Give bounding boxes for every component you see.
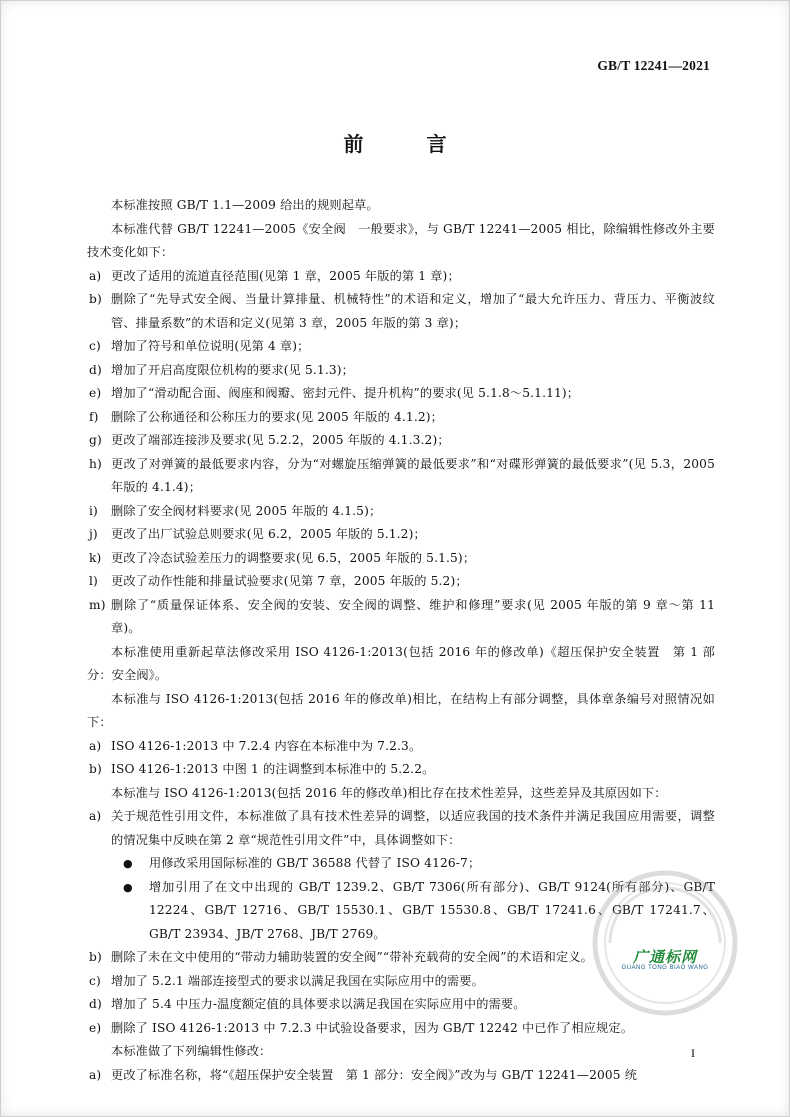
sub-list-item — [87, 876, 715, 947]
list-item-text: 删除了“先导式安全阀、当量计算排量、机械特性”的术语和定义，增加了“最大允许压力、背压力、平衡波纹管、排量系数”的术语和定义(见第 3 章，2005 年版的第 3 章)； — [111, 292, 715, 330]
list-item-text: 增加了 5.4 中压力-温度额定值的具体要求以满足我国在实际应用中的需要。 — [111, 997, 526, 1011]
list-item — [87, 1064, 715, 1088]
list-item-text: 更改了适用的流道直径范围(见第 1 章，2005 年版的第 1 章)； — [111, 268, 460, 283]
sub-list-item — [87, 852, 715, 876]
list-item-label: b) — [89, 950, 102, 964]
list-item — [87, 735, 715, 759]
list-item-text: 删除了“质量保证体系、安全阀的安装、安全阀的调整、维护和修理”要求(见 2005 年版的第 9 章～第 11 章)。 — [111, 597, 715, 635]
list-item — [87, 429, 715, 453]
list-item-text: 增加了符号和单位说明(见第 4 章)； — [111, 339, 310, 353]
list-item-text: 删除了安全阀材料要求(见 2005 年版的 4.1.5)； — [111, 503, 382, 518]
list-item-text: 更改了对弹簧的最低要求内容，分为“对螺旋压缩弹簧的最低要求”和“对碟形弹簧的最低要求”(见 5.3，2005 年版的 4.1.4)； — [111, 456, 715, 494]
list-item — [87, 288, 715, 335]
list-item-text: 用修改采用国际标准的 GB/T 36588 代替了 ISO 4126-7； — [149, 856, 481, 870]
list-item-text: 增加引用了在文中出现的 GB/T 1239.2、GB/T 7306(所有部分)、GB/T 9124(所有部分)、GB/T 12224、GB/T 12716、GB/T 15530.1、GB/T 15530.8、GB/T 17241.6、GB/T 17241.7、GB/T 23934、JB/T 2768、JB/T 2769。 — [149, 879, 715, 941]
list-item — [87, 970, 715, 994]
list-item-text: ISO 4126-1:2013 中图 1 的注调整到本标准中的 5.2.2。 — [111, 762, 435, 776]
list-item — [87, 359, 715, 383]
list-item-label: a) — [89, 738, 102, 753]
list-item-text: 增加了开启高度限位机构的要求(见 5.1.3)； — [111, 362, 354, 377]
list-item-label: c) — [89, 339, 101, 353]
list-item — [87, 993, 715, 1017]
list-item-label: a) — [89, 1067, 102, 1082]
list-item-label: k) — [89, 550, 102, 565]
list-item-label: g) — [89, 433, 102, 447]
list-item-text: ISO 4126-1:2013 中 7.2.4 内容在本标准中为 7.2.3。 — [111, 738, 422, 753]
list-item-text: 关于规范性引用文件，本标准做了具有技术性差异的调整，以适应我国的技术条件并满足我国应用需要，调整的情况集中反映在第 2 章“规范性引用文件”中，具体调整如下： — [111, 809, 715, 847]
list-item-label: d) — [89, 362, 102, 377]
list-item-text: 更改了冷态试验差压力的调整要求(见 6.5，2005 年版的 5.1.5)； — [111, 550, 476, 565]
list-item-text: 更改了标准名称，将“《超压保护安全装置 第 1 部分：安全阀》”改为与 GB/T 12241—2005 统 — [111, 1067, 638, 1082]
list-item — [87, 453, 715, 500]
list-item-label: a) — [89, 809, 102, 823]
list-item-text: 删除了未在文中使用的“带动力辅助装置的安全阀”“带补充载荷的安全阀”的术语和定义。 — [111, 950, 594, 964]
list-item — [87, 523, 715, 547]
list-item-label: b) — [89, 762, 102, 776]
list-item — [87, 406, 715, 430]
list-item-label: i) — [89, 503, 98, 518]
list-item-text: 更改了出厂试验总则要求(见 6.2，2005 年版的 5.1.2)； — [111, 527, 426, 541]
watermark-brand-sub: GUANG TONG BIAO WANG — [621, 965, 709, 971]
list-item-text: 删除了公称通径和公称压力的要求(见 2005 年版的 4.1.2)； — [111, 409, 444, 424]
list-item-label: l) — [89, 574, 98, 588]
body-paragraph: 本标准做了下列编辑性修改： — [111, 1044, 272, 1058]
list-item-label: e) — [89, 386, 102, 400]
list-item-label: e) — [89, 1020, 102, 1035]
list-item-label: a) — [89, 268, 102, 283]
list-item — [87, 382, 715, 406]
list-item-label: j) — [89, 527, 98, 541]
body-paragraph: 本标准使用重新起草法修改采用 ISO 4126-1:2013(包括 2016 年的修改单)《超压保护安全装置 第 1 部分：安全阀》。 — [87, 644, 715, 682]
list-item — [87, 570, 715, 594]
list-item — [87, 805, 715, 852]
list-item-label: d) — [89, 997, 102, 1011]
list-item — [87, 547, 715, 571]
page-number: I — [691, 1046, 695, 1060]
list-item-label: f) — [89, 409, 99, 424]
list-item-text: 增加了 5.2.1 端部连接型式的要求以满足我国在实际应用中的需要。 — [111, 973, 484, 988]
list-item — [87, 265, 715, 289]
list-item — [87, 1017, 715, 1041]
body-paragraph: 本标准与 ISO 4126-1:2013(包括 2016 年的修改单)相比，在结构上有部分调整，具体章条编号对照情况如下： — [87, 691, 715, 729]
list-item-label: m) — [89, 597, 106, 612]
body-paragraph: 本标准与 ISO 4126-1:2013(包括 2016 年的修改单)相比存在技术性差异，这些差异及其原因如下： — [111, 785, 667, 800]
body-paragraph: 本标准按照 GB/T 1.1—2009 给出的规则起草。 — [111, 198, 379, 212]
list-item — [87, 500, 715, 524]
list-item-text: 更改了动作性能和排量试验要求(见第 7 章，2005 年版的 5.2)； — [111, 574, 468, 588]
body-paragraph: 本标准代替 GB/T 12241—2005《安全阀 一般要求》，与 GB/T 12241—2005 相比，除编辑性修改外主要技术变化如下： — [87, 221, 715, 259]
list-item — [87, 758, 715, 782]
page-title: 前 言 — [343, 132, 475, 156]
watermark-brand: 广通标网 — [632, 948, 697, 966]
list-item-text: 更改了端部连接涉及要求(见 5.2.2，2005 年版的 4.1.3.2)； — [111, 433, 450, 447]
list-item-label: c) — [89, 973, 101, 988]
list-item-text: 增加了“滑动配合面、阀座和阀瓣、密封元件、提升机构”的要求(见 5.1.8～5.1.11)； — [111, 386, 580, 400]
bullet-icon: ● — [123, 857, 133, 870]
list-item-label: b) — [89, 292, 102, 306]
list-item-text: 删除了 ISO 4126-1:2013 中 7.2.3 中试验设备要求，因为 GB/T 12242 中已作了相应规定。 — [111, 1020, 634, 1035]
bullet-icon: ● — [123, 880, 133, 894]
document-code: GB/T 12241—2021 — [597, 58, 710, 73]
list-item-label: h) — [89, 456, 102, 471]
list-item — [87, 335, 715, 359]
list-item — [87, 594, 715, 641]
